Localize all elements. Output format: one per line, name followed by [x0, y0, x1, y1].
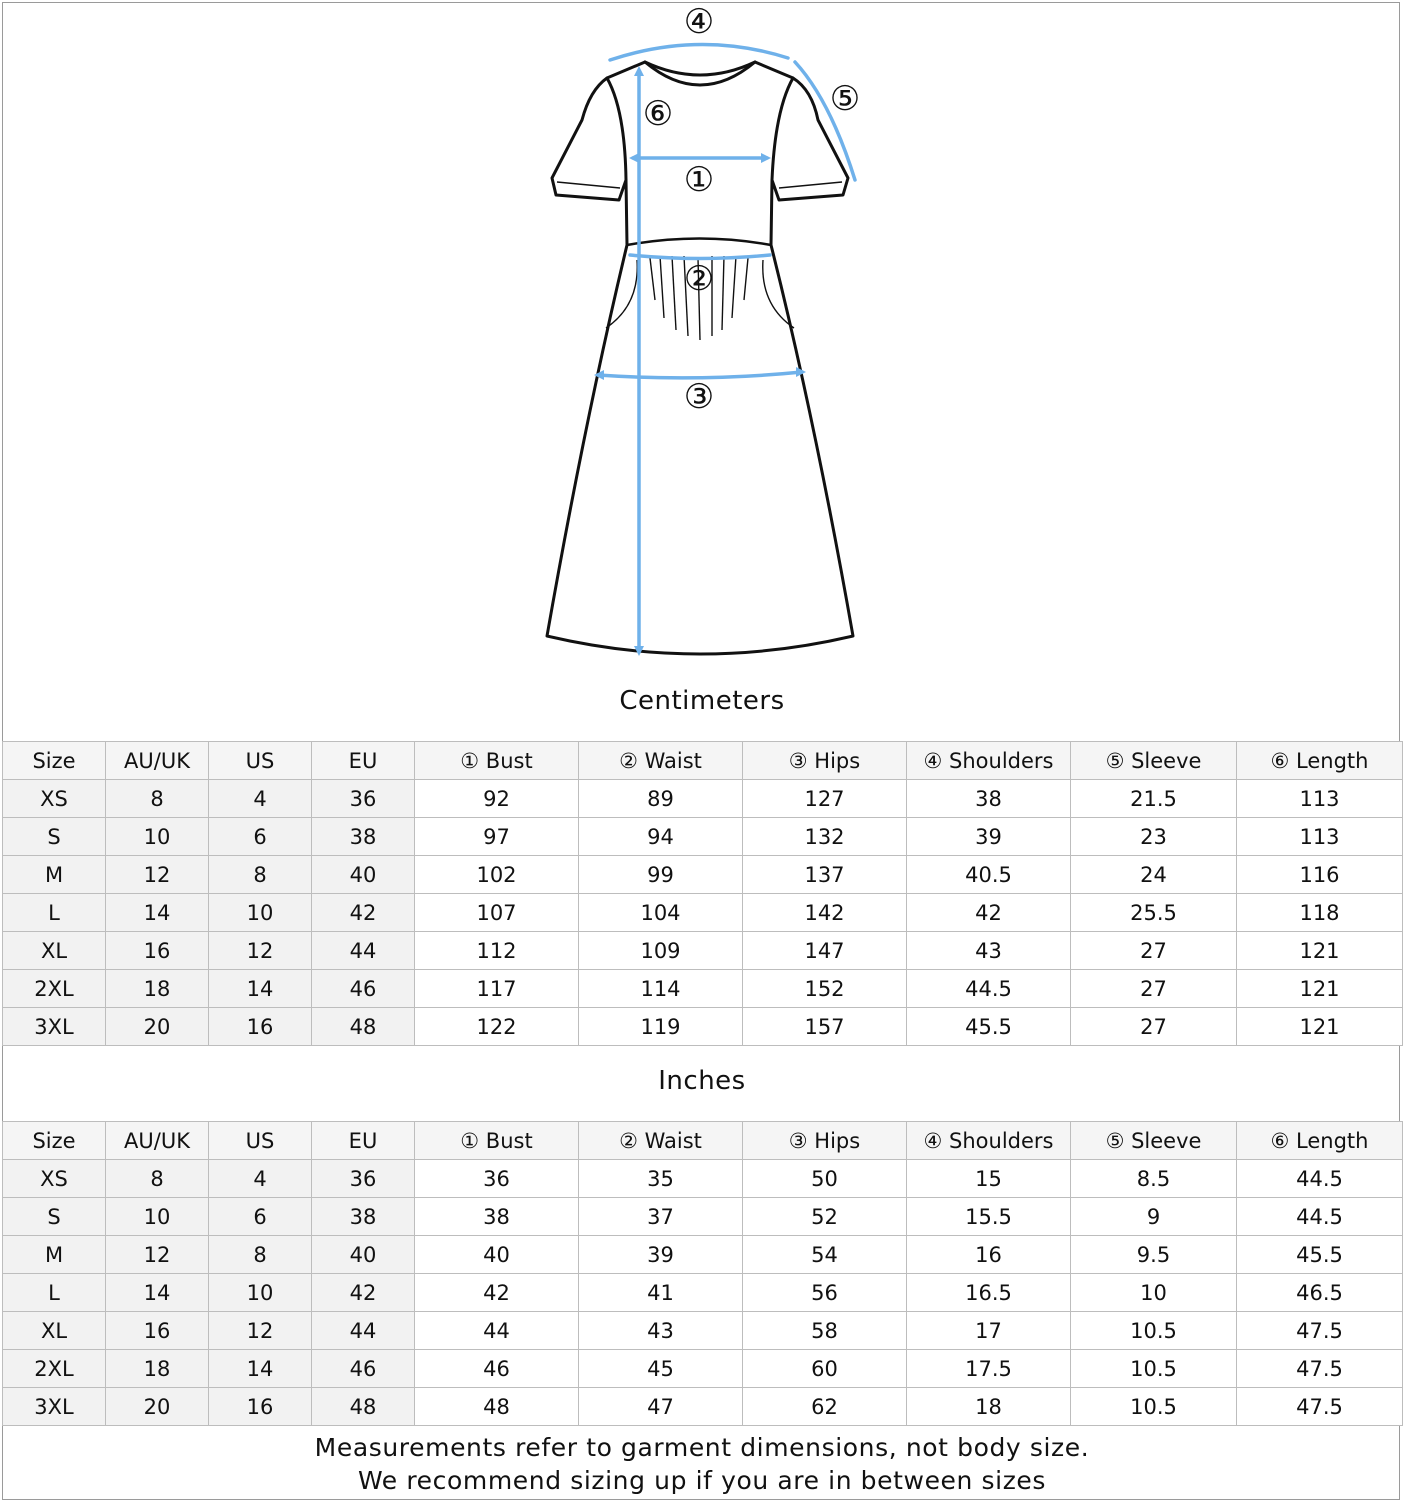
table-cell: 16: [106, 1312, 209, 1350]
table-cell: 20: [106, 1388, 209, 1426]
column-header: ④ Shoulders: [907, 742, 1071, 780]
left-sleeve-seam: [607, 78, 626, 180]
table-cell: 43: [907, 932, 1071, 970]
column-header: Size: [3, 1122, 106, 1160]
table-row: [3, 1008, 1403, 1046]
note-line-2: We recommend sizing up if you are in between sizes: [357, 1466, 1047, 1495]
table-cell: 62: [743, 1388, 907, 1426]
table-cell: 102: [415, 856, 579, 894]
table-cell: 9.5: [1071, 1236, 1237, 1274]
size-cell: XS: [3, 780, 106, 818]
size-cell: 3XL: [3, 1008, 106, 1046]
column-header: ③ Hips: [743, 742, 907, 780]
table-cell: 27: [1071, 970, 1237, 1008]
table-header-row: [3, 742, 1403, 780]
table-cell: 6: [209, 1198, 312, 1236]
table-cell: 47: [579, 1388, 743, 1426]
table-cell: 17: [907, 1312, 1071, 1350]
marker-2-icon: [684, 259, 714, 299]
table-cell: 41: [579, 1274, 743, 1312]
right-sleeve-seam: [772, 78, 793, 180]
table-cell: 47.5: [1237, 1388, 1403, 1426]
column-header: US: [209, 1122, 312, 1160]
table-cell: 40: [312, 1236, 415, 1274]
table-cell: 89: [579, 780, 743, 818]
table-cell: 14: [106, 894, 209, 932]
size-cell: XS: [3, 1160, 106, 1198]
marker-6-icon: [643, 94, 673, 134]
table-cell: 44: [415, 1312, 579, 1350]
table-cell: 97: [415, 818, 579, 856]
table-cell: 48: [312, 1388, 415, 1426]
table-cell: 46: [312, 1350, 415, 1388]
table-cell: 10.5: [1071, 1388, 1237, 1426]
table-row: [3, 1274, 1403, 1312]
table-row: [3, 1160, 1403, 1198]
table-cell: 35: [579, 1160, 743, 1198]
table-cell: 45.5: [907, 1008, 1071, 1046]
table-cell: 117: [415, 970, 579, 1008]
table-cell: 14: [106, 1274, 209, 1312]
table-cell: 119: [579, 1008, 743, 1046]
table-cell: 118: [1237, 894, 1403, 932]
table-cell: 107: [415, 894, 579, 932]
table-cell: 40.5: [907, 856, 1071, 894]
table-cell: 48: [415, 1388, 579, 1426]
table-cell: 14: [209, 1350, 312, 1388]
table-cell: 36: [312, 780, 415, 818]
svg-text:②: ②: [683, 259, 715, 299]
table-cell: 56: [743, 1274, 907, 1312]
column-header: Size: [3, 742, 106, 780]
table-row: [3, 1236, 1403, 1274]
svg-text:⑥: ⑥: [642, 94, 674, 134]
table-cell: 44.5: [907, 970, 1071, 1008]
table-cell: 40: [415, 1236, 579, 1274]
size-cell: L: [3, 1274, 106, 1312]
marker-5-icon: [830, 79, 860, 119]
table-cell: 16: [209, 1008, 312, 1046]
size-cell: M: [3, 1236, 106, 1274]
table-cell: 16.5: [907, 1274, 1071, 1312]
table-cell: 42: [312, 894, 415, 932]
size-cell: S: [3, 818, 106, 856]
table-cell: 44: [312, 932, 415, 970]
table-cell: 38: [415, 1198, 579, 1236]
size-cell: 3XL: [3, 1388, 106, 1426]
svg-text:①: ①: [683, 160, 715, 200]
column-header: ① Bust: [415, 742, 579, 780]
size-cell: 2XL: [3, 970, 106, 1008]
table-header-row: [3, 1122, 1403, 1160]
table-cell: 39: [907, 818, 1071, 856]
table-cell: 10.5: [1071, 1350, 1237, 1388]
size-cell: M: [3, 856, 106, 894]
table-cell: 113: [1237, 818, 1403, 856]
table-cell: 12: [106, 1236, 209, 1274]
table-cell: 43: [579, 1312, 743, 1350]
table-cell: 46: [312, 970, 415, 1008]
table-cell: 42: [312, 1274, 415, 1312]
table-cell: 52: [743, 1198, 907, 1236]
table-cell: 27: [1071, 1008, 1237, 1046]
table-cell: 122: [415, 1008, 579, 1046]
svg-text:④: ④: [683, 2, 715, 42]
table-cell: 109: [579, 932, 743, 970]
table-cell: 142: [743, 894, 907, 932]
table-row: [3, 970, 1403, 1008]
table-cell: 17.5: [907, 1350, 1071, 1388]
table-cell: 16: [209, 1388, 312, 1426]
column-header: ② Waist: [579, 742, 743, 780]
column-header: AU/UK: [106, 1122, 209, 1160]
table-cell: 121: [1237, 932, 1403, 970]
table-cell: 10: [209, 894, 312, 932]
table-cell: 4: [209, 1160, 312, 1198]
table-cell: 10: [209, 1274, 312, 1312]
table-cell: 94: [579, 818, 743, 856]
column-header: ① Bust: [415, 1122, 579, 1160]
table-cell: 40: [312, 856, 415, 894]
table-cell: 18: [106, 970, 209, 1008]
table-cell: 46.5: [1237, 1274, 1403, 1312]
table-cell: 27: [1071, 932, 1237, 970]
table-cell: 157: [743, 1008, 907, 1046]
column-header: ③ Hips: [743, 1122, 907, 1160]
column-header: ② Waist: [579, 1122, 743, 1160]
size-cell: S: [3, 1198, 106, 1236]
column-header: ⑥ Length: [1237, 742, 1403, 780]
inches-title: Inches: [658, 1066, 746, 1096]
table-cell: 15.5: [907, 1198, 1071, 1236]
table-cell: 25.5: [1071, 894, 1237, 932]
table-cell: 38: [907, 780, 1071, 818]
table-cell: 47.5: [1237, 1312, 1403, 1350]
table-row: [3, 1350, 1403, 1388]
table-cell: 45: [579, 1350, 743, 1388]
table-cell: 18: [106, 1350, 209, 1388]
shoulders-line: [610, 44, 788, 60]
column-header: ④ Shoulders: [907, 1122, 1071, 1160]
table-cell: 42: [415, 1274, 579, 1312]
table-cell: 21.5: [1071, 780, 1237, 818]
table-cell: 116: [1237, 856, 1403, 894]
table-cell: 99: [579, 856, 743, 894]
table-row: [3, 1198, 1403, 1236]
table-row: [3, 1388, 1403, 1426]
column-header: ⑤ Sleeve: [1071, 742, 1237, 780]
column-header: EU: [312, 1122, 415, 1160]
table-cell: 20: [106, 1008, 209, 1046]
table-cell: 113: [1237, 780, 1403, 818]
table-cell: 152: [743, 970, 907, 1008]
table-cell: 8.5: [1071, 1160, 1237, 1198]
table-cell: 8: [209, 1236, 312, 1274]
table-cell: 12: [106, 856, 209, 894]
table-cell: 10: [106, 818, 209, 856]
table-row: [3, 856, 1403, 894]
table-cell: 9: [1071, 1198, 1237, 1236]
sizing-note: [0, 1431, 1404, 1497]
size-cell: XL: [3, 1312, 106, 1350]
table-cell: 104: [579, 894, 743, 932]
table-cell: 16: [106, 932, 209, 970]
marker-1-icon: [684, 160, 714, 200]
inches-table: [2, 1121, 1403, 1426]
column-header: ⑤ Sleeve: [1071, 1122, 1237, 1160]
table-row: [3, 932, 1403, 970]
table-cell: 50: [743, 1160, 907, 1198]
table-cell: 44.5: [1237, 1198, 1403, 1236]
table-cell: 36: [312, 1160, 415, 1198]
svg-text:⑤: ⑤: [829, 79, 861, 119]
column-header: EU: [312, 742, 415, 780]
size-cell: L: [3, 894, 106, 932]
size-cell: XL: [3, 932, 106, 970]
centimeters-table: [2, 741, 1403, 1046]
table-cell: 42: [907, 894, 1071, 932]
table-cell: 24: [1071, 856, 1237, 894]
table-cell: 44: [312, 1312, 415, 1350]
table-cell: 18: [907, 1388, 1071, 1426]
table-cell: 10: [1071, 1274, 1237, 1312]
marker-4-icon: [684, 2, 714, 42]
column-header: US: [209, 742, 312, 780]
table-cell: 12: [209, 1312, 312, 1350]
table-cell: 4: [209, 780, 312, 818]
table-cell: 112: [415, 932, 579, 970]
table-cell: 121: [1237, 1008, 1403, 1046]
table-cell: 36: [415, 1160, 579, 1198]
column-header: AU/UK: [106, 742, 209, 780]
table-row: [3, 1312, 1403, 1350]
dress-outline: [547, 62, 853, 654]
table-cell: 137: [743, 856, 907, 894]
table-cell: 132: [743, 818, 907, 856]
table-cell: 121: [1237, 970, 1403, 1008]
table-cell: 54: [743, 1236, 907, 1274]
table-cell: 10.5: [1071, 1312, 1237, 1350]
waist-line: [630, 255, 770, 259]
table-row: [3, 780, 1403, 818]
size-cell: 2XL: [3, 1350, 106, 1388]
table-cell: 10: [106, 1198, 209, 1236]
marker-3-icon: [684, 377, 714, 417]
column-header: ⑥ Length: [1237, 1122, 1403, 1160]
table-row: [3, 894, 1403, 932]
table-cell: 15: [907, 1160, 1071, 1198]
table-cell: 44.5: [1237, 1160, 1403, 1198]
svg-text:③: ③: [683, 377, 715, 417]
table-cell: 8: [209, 856, 312, 894]
table-cell: 12: [209, 932, 312, 970]
centimeters-title: Centimeters: [619, 686, 785, 716]
note-line-1: Measurements refer to garment dimensions, not body size.: [314, 1433, 1090, 1462]
table-cell: 47.5: [1237, 1350, 1403, 1388]
table-cell: 45.5: [1237, 1236, 1403, 1274]
table-cell: 23: [1071, 818, 1237, 856]
table-cell: 114: [579, 970, 743, 1008]
dress-diagram: [500, 0, 920, 670]
table-cell: 48: [312, 1008, 415, 1046]
table-cell: 60: [743, 1350, 907, 1388]
table-cell: 127: [743, 780, 907, 818]
waist-seam: [627, 239, 771, 246]
table-cell: 8: [106, 780, 209, 818]
table-cell: 6: [209, 818, 312, 856]
table-cell: 92: [415, 780, 579, 818]
table-cell: 46: [415, 1350, 579, 1388]
table-cell: 16: [907, 1236, 1071, 1274]
table-cell: 39: [579, 1236, 743, 1274]
table-cell: 58: [743, 1312, 907, 1350]
table-cell: 38: [312, 1198, 415, 1236]
table-row: [3, 818, 1403, 856]
table-cell: 147: [743, 932, 907, 970]
table-cell: 38: [312, 818, 415, 856]
table-cell: 14: [209, 970, 312, 1008]
table-cell: 8: [106, 1160, 209, 1198]
table-cell: 37: [579, 1198, 743, 1236]
